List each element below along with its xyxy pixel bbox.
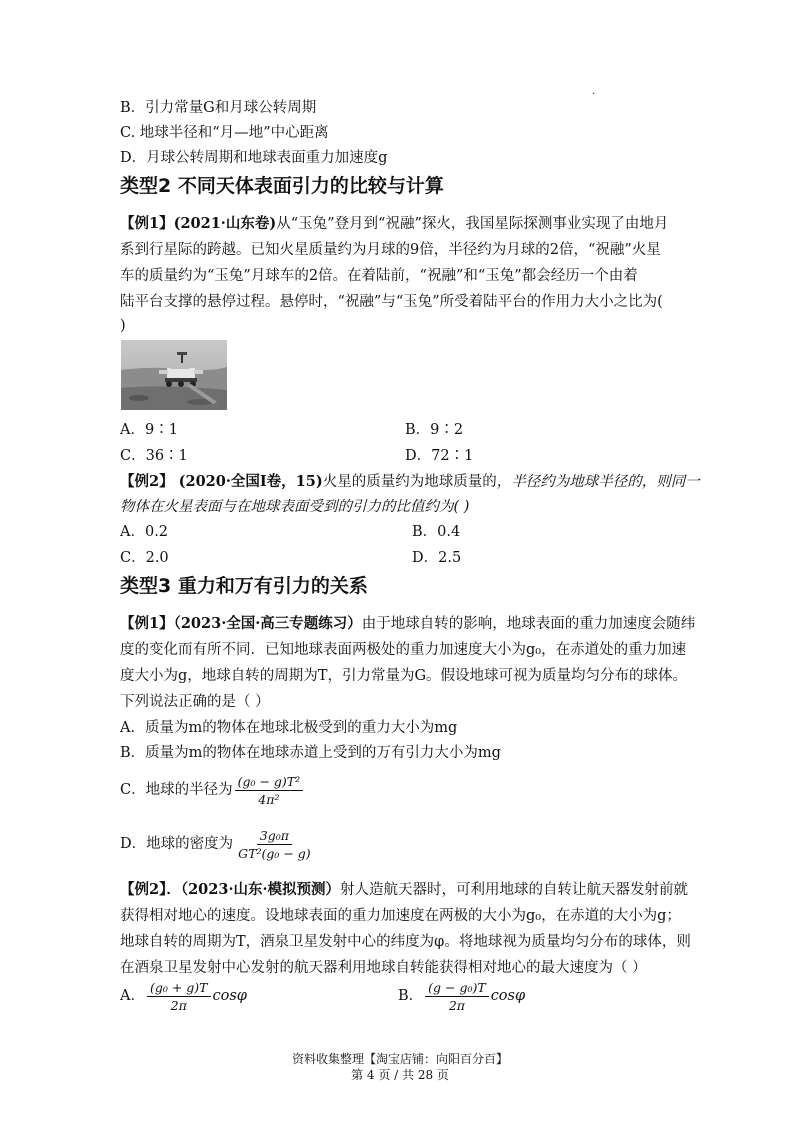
t3-example2-line1: 【例2】．（2023·山东·模拟预测）射人造航天器时，可利用地球的自转让航天器发射前就 xyxy=(120,881,689,898)
t2-example1-line1: 【例1】(2021·山东卷)从“玉兔”登月到“祝融”探火，我国星际探测事业实现了由地月 xyxy=(120,215,669,232)
speed-fraction-b: $\frac{\text{(g − g₀)T}}{2\pi}$ xyxy=(425,980,489,1013)
t3-ex1-option-c: C．地球的半径为 $\frac{\text{(g₀ − g)T²}}{\text{4π²}}$ xyxy=(120,772,305,808)
density-fraction: $\frac{\text{3g₀π}}{\text{GT²(g₀ − g)}}$ xyxy=(238,827,311,861)
section-heading-type3: 类型3 重力和万有引力的关系 xyxy=(120,575,368,597)
t3-example2-line3: 地球自转的周期为T，酒泉卫星发射中心的纬度为φ。将地球视为质量均匀分布的球体，则 xyxy=(120,934,691,950)
t2-ex2-option-d: D．2.5 xyxy=(412,550,462,566)
t3-example1-line3: 度大小为g，地球自转的周期为T，引力常量为G。假设地球可视为质量均匀分布的球体。 xyxy=(120,668,688,684)
t2-example1-line5: ) xyxy=(120,318,126,334)
t3-example2-line4: 在酒泉卫星发射中心发射的航天器利用地球自转能获得相对地心的最大速度为（ ） xyxy=(120,960,647,976)
t3-ex1-option-d: D．地球的密度为 $\frac{\text{3g₀π}}{\text{GT²(g₀ − g)}}$ xyxy=(120,826,316,862)
t3-ex2-option-b: B． $\frac{\text{(g − g₀)T}}{2\pi}$ cosφ xyxy=(398,979,526,1013)
speed-fraction-a: $\frac{\text{(g₀ + g)T}}{2\pi}$ xyxy=(147,980,211,1013)
t2-example1-line2: 系到行星际的跨越。已知火星质量约为月球的9倍，半径约为月球的2倍，“祝融”火星 xyxy=(120,242,661,258)
t2-example2-label: 【例2】 (2020·全国Ⅰ卷，15) xyxy=(120,473,323,490)
t2-example1-line3: 车的质量约为“玉兔”月球车的2倍。在着陆前，“祝融”和“玉兔”都会经历一个由着 xyxy=(120,268,638,284)
t3-example1-line2: 度的变化而有所不同．已知地球表面两极处的重力加速度大小为g₀，在赤道处的重力加速 xyxy=(120,642,687,658)
footer-source: 资料收集整理【淘宝店铺：向阳百分百】 xyxy=(291,1052,508,1066)
t3-ex1-option-a: A．质量为m的物体在地球北极受到的重力大小为mg xyxy=(120,720,458,736)
t2-ex1-option-d: D．72∶1 xyxy=(405,448,474,464)
t3-ex2-option-a: A． $\frac{\text{(g₀ + g)T}}{2\pi}$ cosφ xyxy=(120,979,247,1013)
t2-ex2-option-b: B．0.4 xyxy=(412,524,461,540)
t2-ex1-option-c: C．36∶1 xyxy=(120,448,188,464)
t3-example2-label: 【例2】．（2023·山东·模拟预测） xyxy=(120,881,341,898)
corner-mark: . xyxy=(592,86,596,97)
prev-option-c: C. 地球半径和“月—地”中心距离 xyxy=(120,125,329,141)
prev-option-d: D．月球公转周期和地球表面重力加速度g xyxy=(120,150,388,166)
t3-example1-line1: 【例1】（2023·全国·高三专题练习）由于地球自转的影响，地球表面的重力加速度会随纬 xyxy=(120,615,696,632)
t2-ex2-option-a: A．0.2 xyxy=(120,524,169,540)
t3-example1-label: 【例1】（2023·全国·高三专题练习） xyxy=(120,615,362,632)
mars-rover-photo xyxy=(121,340,227,410)
t2-ex2-option-c: C．2.0 xyxy=(120,550,169,566)
t2-ex1-option-b: B．9∶2 xyxy=(405,422,464,438)
footer-page-number: 第 4 页 / 共 28 页 xyxy=(351,1068,449,1082)
t2-example2-line2: 物体在火星表面与在地球表面受到的引力的比值约为( ) xyxy=(120,499,470,515)
t2-example1-line4: 陆平台支撑的悬停过程。悬停时，“祝融”与“玉兔”所受着陆平台的作用力大小之比为( xyxy=(120,294,663,310)
t3-example1-line4: 下列说法正确的是（ ） xyxy=(120,694,270,710)
prev-option-b: B．引力常量G和月球公转周期 xyxy=(120,100,317,116)
section-heading-type2: 类型2 不同天体表面引力的比较与计算 xyxy=(120,175,444,197)
t2-example2-line1: 【例2】 (2020·全国Ⅰ卷，15)火星的质量约为地球质量的，半径约为地球半径的，则同一 xyxy=(120,473,700,490)
t3-example2-line2: 获得相对地心的速度。设地球表面的重力加速度在两极的大小为g₀，在赤道的大小为g； xyxy=(120,908,681,924)
t2-example1-label: 【例1】(2021·山东卷) xyxy=(120,215,277,232)
radius-fraction: $\frac{\text{(g₀ − g)T²}}{\text{4π²}}$ xyxy=(235,774,304,807)
t2-ex1-option-a: A．9∶1 xyxy=(120,422,178,438)
t3-ex1-option-b: B．质量为m的物体在地球赤道上受到的万有引力大小为mg xyxy=(120,745,501,761)
